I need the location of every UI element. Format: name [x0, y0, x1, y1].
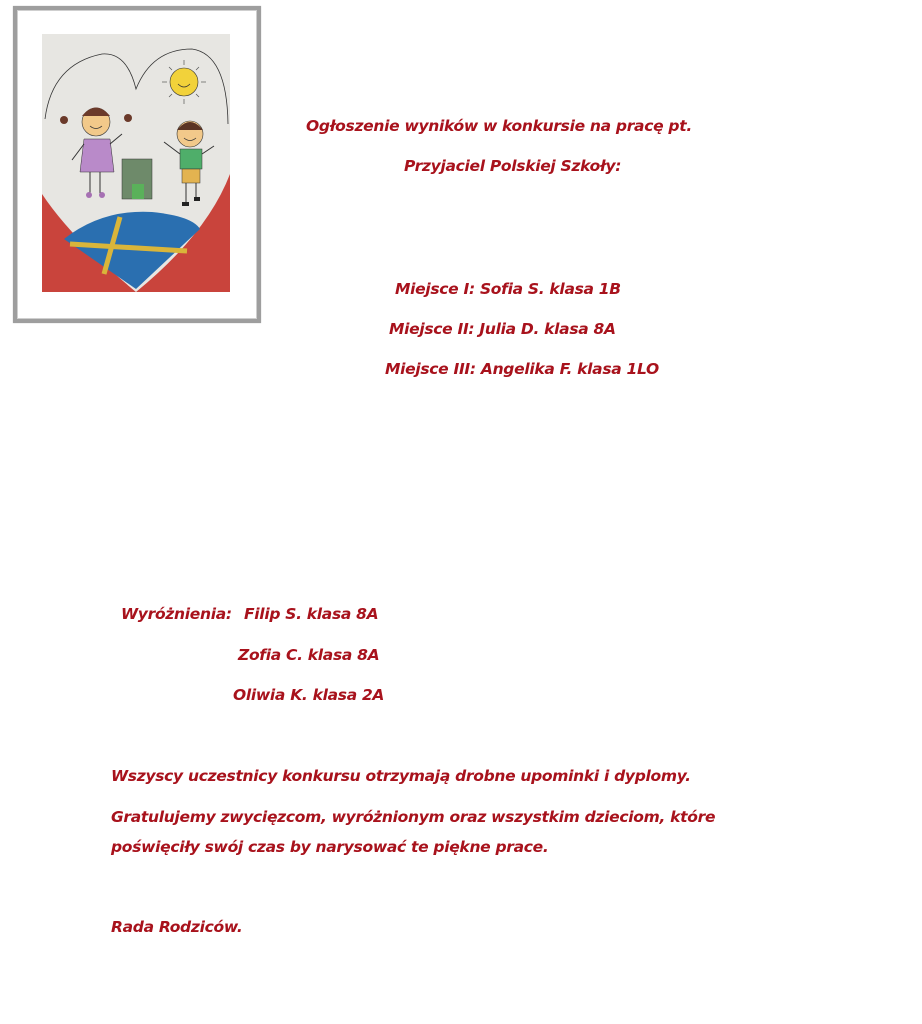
participants-note: Wszyscy uczestnicy konkursu otrzymają drobne upominki i dyplomy.: [111, 767, 691, 785]
distinction-item: Zofia C. klasa 8A: [238, 646, 380, 664]
place-third: Miejsce III: Angelika F. klasa 1LO: [385, 360, 659, 378]
congratulations-line2: poświęciły swój czas by narysować te piękne prace.: [111, 838, 549, 856]
distinctions-title: Wyróżnienia:: [121, 605, 232, 623]
distinction-item: Filip S. klasa 8A: [244, 605, 379, 623]
place-first: Miejsce I: Sofia S. klasa 1B: [395, 280, 621, 298]
place-second: Miejsce II: Julia D. klasa 8A: [389, 320, 616, 338]
contest-drawing-image: [42, 34, 230, 292]
congratulations-line1: Gratulujemy zwycięzcom, wyróżnionym oraz wszystkim dzieciom, które: [111, 808, 716, 826]
signature: Rada Rodziców.: [111, 918, 243, 936]
announcement-heading: Ogłoszenie wyników w konkursie na pracę pt.: [306, 117, 692, 135]
distinction-item: Oliwia K. klasa 2A: [233, 686, 385, 704]
contest-title: Przyjaciel Polskiej Szkoły:: [404, 157, 622, 175]
drawing-illustration: [42, 34, 230, 292]
